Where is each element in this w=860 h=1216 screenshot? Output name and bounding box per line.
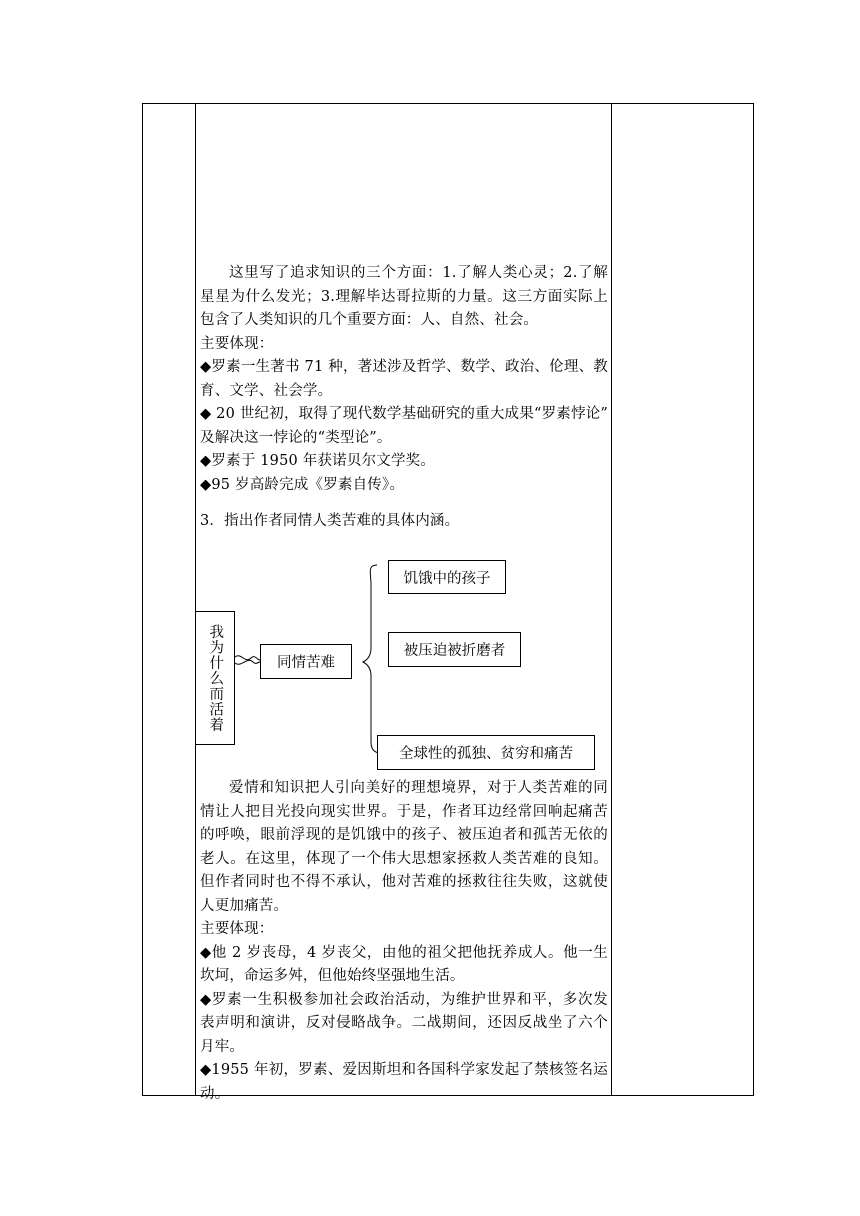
question-section bbox=[200, 510, 608, 534]
suffering-item: ◆罗素一生积极参加社会政治活动，为维护世界和平，多次发表声明和演讲，反对侵略战争。二战期间，还因反战坐了六个月牢。 bbox=[200, 991, 608, 1055]
knowledge-item: ◆罗素一生著书 71 种，著述涉及哲学、数学、政治、伦理、教育、文学、社会学。 bbox=[200, 359, 608, 399]
middle-box bbox=[260, 644, 352, 679]
branch-brace bbox=[363, 565, 381, 753]
branch-box-3 bbox=[377, 735, 595, 770]
connector-arrow-curve bbox=[235, 656, 260, 660]
suffering-section bbox=[200, 777, 608, 1106]
suffering-item: ◆他 2 岁丧母，4 岁丧父，由他的祖父把他抚养成人。他一生坎坷，命运多舛，但他始终坚强地生活。 bbox=[200, 944, 608, 984]
table-column-divider-right bbox=[611, 104, 612, 1095]
knowledge-item: ◆罗素于 1950 年获诺贝尔文学奖。 bbox=[200, 453, 436, 469]
branch-label-3: 全球性的孤独、贫穷和痛苦 bbox=[399, 746, 573, 762]
knowledge-paragraph: 这里写了追求知识的三个方面：1.了解人类心灵；2.了解星星为什么发光；3.理解毕达哥拉斯的力量。这三方面实际上包含了人类知识的几个重要方面：人、自然、社会。 bbox=[200, 265, 608, 328]
suffering-paragraph: 爱情和知识把人引向美好的理想境界，对于人类苦难的同情让人把目光投向现实世界。于是，作者耳边经常回响起痛苦的呼唤，眼前浮现的是饥饿中的孩子、被压迫者和孤苦无依的老人。在这里，体现了一个伟大思想家拯救人类苦难的良知。但作者同时也不得不承认，他对苦难的拯救往往失败，这就使人更加痛苦。 bbox=[200, 780, 608, 914]
root-label: 我为什么而活着 bbox=[207, 623, 224, 733]
branch-label-1: 饥饿中的孩子 bbox=[403, 570, 491, 587]
knowledge-main-label: 主要体现： bbox=[200, 335, 274, 352]
branch-box-2 bbox=[388, 632, 521, 667]
knowledge-item: ◆ 20 世纪初，取得了现代数学基础研究的重大成果“罗素悖论” 及解决这一悖论的“类型论”。 bbox=[200, 406, 608, 446]
question-3: 3．指出作者同情人类苦难的具体内涵。 bbox=[200, 513, 460, 529]
root-box bbox=[195, 611, 235, 745]
suffering-item: ◆1955 年初，罗素、爱因斯坦和各国科学家发起了禁核签名运动。 bbox=[200, 1062, 608, 1102]
concept-diagram bbox=[195, 552, 610, 776]
knowledge-item: ◆95 岁高龄完成《罗素自传》。 bbox=[200, 476, 405, 493]
connector-arrow-curve-lower bbox=[235, 660, 260, 664]
knowledge-section bbox=[200, 262, 608, 497]
branch-label-2: 被压迫被折磨者 bbox=[403, 643, 506, 659]
branch-box-1 bbox=[388, 560, 506, 594]
suffering-main-label: 主要体现： bbox=[200, 921, 274, 937]
middle-label: 同情苦难 bbox=[277, 655, 335, 671]
